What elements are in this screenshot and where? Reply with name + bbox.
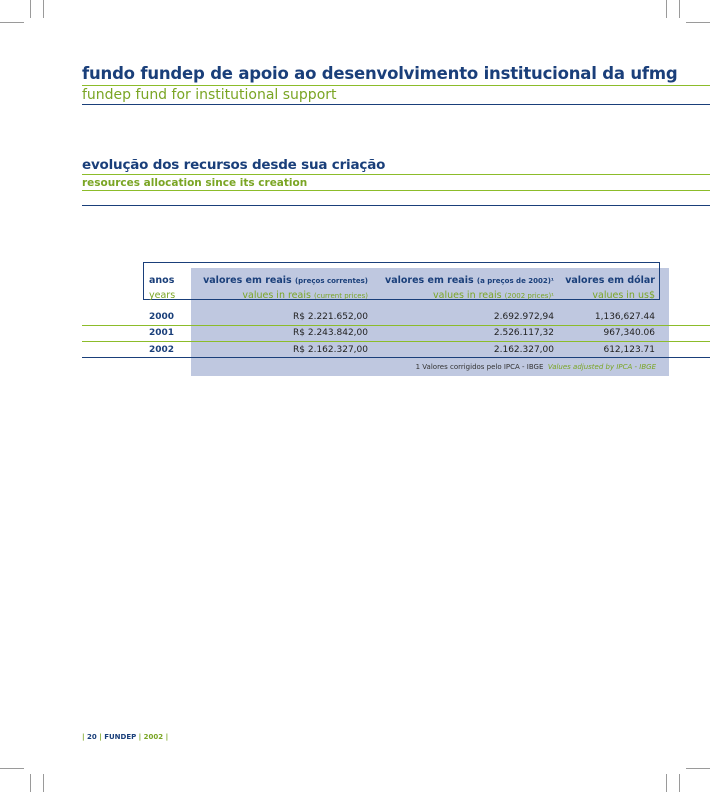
section-divider xyxy=(82,174,710,175)
table-cell-2002: 2.692.972,94 xyxy=(493,312,554,322)
header-dollar-pt: valores em dólar xyxy=(565,275,655,286)
header-2002-prices-pt: valores em reais (a preços de 2002)¹ xyxy=(385,275,554,286)
header-current-prices-pt: valores em reais (preços correntes) xyxy=(203,275,368,286)
section-rule-green xyxy=(82,190,710,191)
table-cell-dollar: 967,340.06 xyxy=(603,328,655,338)
table-cell-year: 2001 xyxy=(149,328,175,338)
header-2002-prices-en: values in reais (2002 prices)¹ xyxy=(433,290,554,301)
page-number: 20 xyxy=(87,733,97,741)
page-title: fundo fundep de apoio ao desenvolvimento institucional da ufmg xyxy=(82,64,678,83)
row-divider xyxy=(82,341,710,342)
header-years-pt: anos xyxy=(149,275,175,286)
header-years-en: years xyxy=(149,290,176,301)
title-divider xyxy=(82,85,710,86)
section-subtitle: resources allocation since its creation xyxy=(82,177,308,189)
table-cell-current: R$ 2.221.652,00 xyxy=(293,312,368,322)
page-subtitle: fundep fund for institutional support xyxy=(82,87,337,103)
table-footnote: 1 Valores corrigidos pelo IPCA - IBGE Values adjusted by IPCA - IBGE xyxy=(415,363,656,371)
table-cell-year: 2002 xyxy=(149,345,175,355)
table-cell-current: R$ 2.162.327,00 xyxy=(293,345,368,355)
table-cell-year: 2000 xyxy=(149,312,175,322)
table-cell-2002: 2.162.327,00 xyxy=(493,345,554,355)
page-footer: | 20 | FUNDEP | 2002 | xyxy=(82,733,169,741)
table-cell-current: R$ 2.243.842,00 xyxy=(293,328,368,338)
table-cell-dollar: 612,123.71 xyxy=(603,345,655,355)
header-current-prices-en: values in reais (current prices) xyxy=(242,290,368,301)
section-rule-navy xyxy=(82,205,710,206)
table-bottom-rule xyxy=(82,357,710,358)
table-cell-2002: 2.526.117,32 xyxy=(493,328,554,338)
row-divider xyxy=(82,325,710,326)
title-underline xyxy=(82,104,710,105)
footer-year: 2002 xyxy=(143,733,164,741)
header-dollar-en: values in us$ xyxy=(592,290,655,301)
footer-org: FUNDEP xyxy=(104,733,137,741)
section-title: evolução dos recursos desde sua criação xyxy=(82,157,386,173)
table-cell-dollar: 1,136,627.44 xyxy=(594,312,655,322)
